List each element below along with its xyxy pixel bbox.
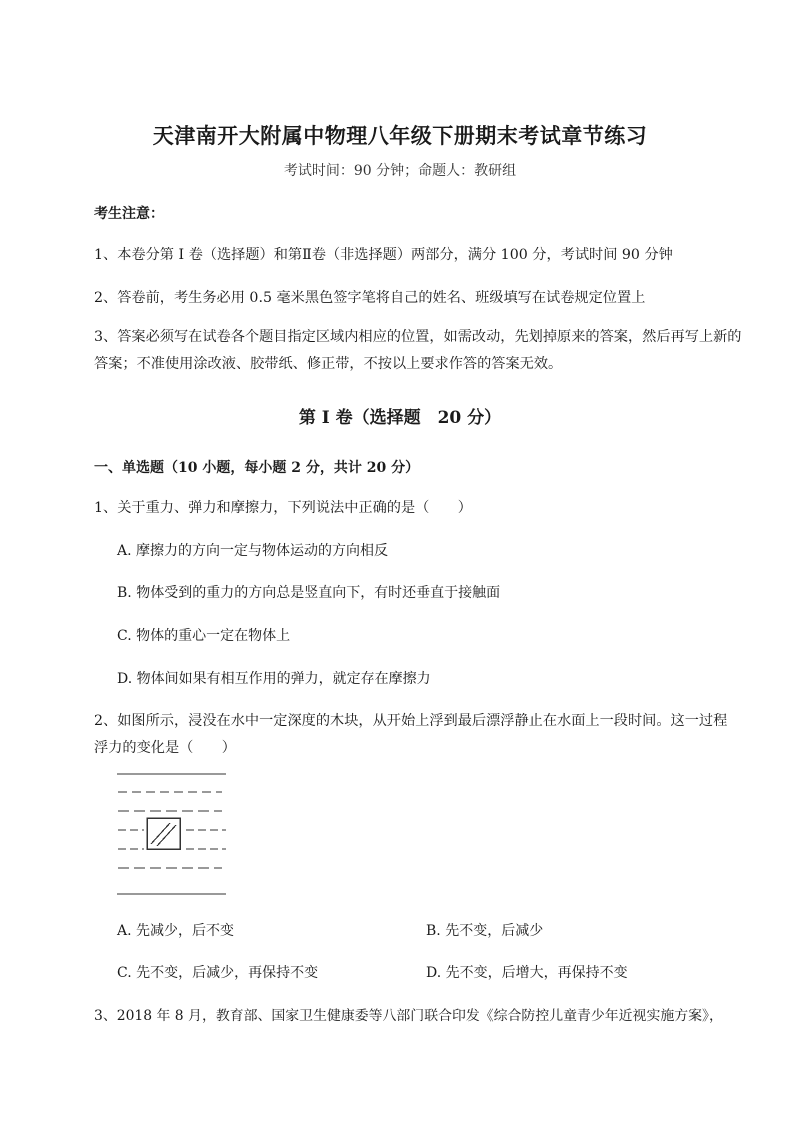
wood-block xyxy=(147,818,180,849)
question-2-figure xyxy=(110,766,235,901)
notice-heading: 考生注意： xyxy=(94,206,164,222)
question-1-stem: 1、关于重力、弹力和摩擦力，下列说法中正确的是（ ） xyxy=(94,500,472,516)
notice-item-3: 3、答案必须写在试卷各个题目指定区域内相应的位置，如需改动，先划掉原来的答案，然后再写上新的答案；不准使用涂改液、胶带纸、修正带，不按以上要求作答的答案无效。 xyxy=(94,329,742,372)
question-2-stem-line-2: 浮力的变化是（ ） xyxy=(94,740,236,756)
question-3-stem: 3、2018 年 8 月，教育部、国家卫生健康委等八部门联合印发《综合防控儿童青少年近视实施方案》， xyxy=(94,1008,723,1024)
question-1-option-c: C. 物体的重心一定在物体上 xyxy=(117,628,291,644)
question-2-stem-line-1: 2、如图所示，浸没在水中一定深度的木块，从开始上浮到最后漂浮静止在水面上一段时间。这一过程 xyxy=(94,713,728,729)
question-2-option-a: A. 先减少，后不变 xyxy=(117,923,235,939)
notice-item-1: 1、本卷分第 I 卷（选择题）和第Ⅱ卷（非选择题）两部分，满分 100 分，考试时间 90 分钟 xyxy=(94,247,673,263)
section-title: 第 I 卷（选择题 20 分） xyxy=(298,408,502,428)
question-2-option-b: B. 先不变，后减少 xyxy=(426,923,544,939)
question-1-option-b: B. 物体受到的重力的方向总是竖直向下，有时还垂直于接触面 xyxy=(117,585,501,601)
question-2-option-c: C. 先不变，后减少，再保持不变 xyxy=(117,965,319,981)
part-title: 一、单选题（10 小题，每小题 2 分，共计 20 分） xyxy=(94,460,420,476)
exam-subtitle: 考试时间：90 分钟；命题人：教研组 xyxy=(283,163,517,179)
wood-block-hatch xyxy=(151,823,170,844)
notice-item-2: 2、答卷前，考生务必用 0.5 毫米黑色签字笔将自己的姓名、班级填写在试卷规定位置上 xyxy=(94,290,646,306)
wood-block-hatch xyxy=(157,825,176,846)
question-1-option-d: D. 物体间如果有相互作用的弹力，就定存在摩擦力 xyxy=(117,671,431,687)
question-2-option-d: D. 先不变，后增大，再保持不变 xyxy=(426,965,628,981)
page-title: 天津南开大附属中物理八年级下册期末考试章节练习 xyxy=(152,123,648,148)
question-1-option-a: A. 摩擦力的方向一定与物体运动的方向相反 xyxy=(117,543,389,559)
